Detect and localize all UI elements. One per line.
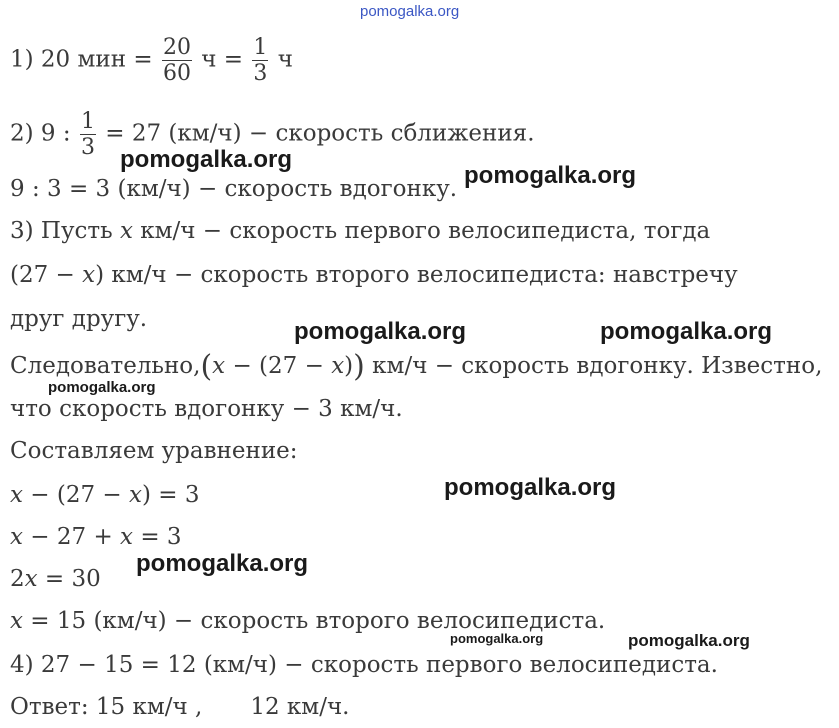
step-4-line: 4) 27 − 15 = 12 (км/ч) − скорость первого велосипедиста. [10,652,718,678]
watermark-top: pomogalka.org [360,3,460,20]
step-1-mid: ч = [201,46,244,73]
watermark: pomogalka.org [136,550,309,577]
step-2-suffix: = 27 (км/ч) − скорость сближения. [105,120,535,147]
step-2-prefix: 2) 9 : [10,120,71,147]
step-1-prefix: 1) 20 мин = [10,46,153,73]
watermark: pomogalka.org [294,318,467,345]
step-3-line-4 [10,349,823,384]
step-3-line-5: что скорость вдогонку − 3 км/ч. [10,396,403,422]
answer-line [10,696,349,719]
equation-1-mid: − (27 − [22,482,130,508]
inner-paren-close: ) [344,353,354,379]
equation-2 [10,526,182,549]
watermark: pomogalka.org [48,379,156,396]
variable-x: x [331,353,345,379]
answer-label: Ответ: 15 км/ч , [10,694,203,720]
big-paren-close: ) [353,349,365,384]
step-3-line-1 [10,220,710,243]
step-3-line-2-a: (27 − [10,262,75,288]
variable-x: x [10,482,23,508]
equation-2-mid: − 27 + [22,524,121,550]
watermark: pomogalka.org [450,631,544,646]
watermark: pomogalka.org [120,146,293,173]
equation-1 [10,484,200,507]
step-3-line-4-mid: − (27 − [225,353,332,379]
equation-2-end: = 3 [133,524,182,550]
step-3-line-2 [10,264,738,287]
variable-x: x [129,482,142,508]
step-1-line [10,36,293,85]
step-3-line-4-b: км/ч − скорость вдогонку. Известно, [364,353,823,379]
step-2b-line: 9 : 3 = 3 (км/ч) − скорость вдогонку. [10,176,458,202]
equation-3 [10,568,101,591]
variable-x: x [10,524,23,550]
variable-x: x [24,566,38,592]
equation-1-end: ) = 3 [142,482,200,508]
big-paren-open: ( [200,349,213,384]
answer-second: 12 км/ч. [250,694,350,720]
equation-4 [10,610,605,633]
fraction-numerator: 20 [162,35,191,60]
fraction-1-3-step2 [80,110,96,159]
watermark: pomogalka.org [600,318,773,345]
fraction-denominator: 3 [80,135,95,161]
equation-4-end: = 15 (км/ч) − скорость второго велосипедиста. [22,608,606,634]
watermark: pomogalka.org [628,631,750,650]
watermark: pomogalka.org [444,474,617,501]
fraction-numerator: 1 [253,35,268,60]
variable-x: x [119,218,133,244]
step-3-line-2-b: ) км/ч − скорость второго велосипедиста: навстречу [95,262,738,288]
step-3-line-4-a: Следовательно, [10,353,201,379]
variable-x: x [120,524,134,550]
fraction-denominator: 60 [162,61,191,87]
equation-intro: Составляем уравнение: [10,438,298,464]
fraction-1-3 [252,36,268,85]
step-3-line-3: друг другу. [10,306,148,332]
fraction-numerator: 1 [80,109,95,134]
step-1-unit: ч [277,46,293,73]
variable-x: x [212,353,226,379]
equation-3-coef: 2 [10,566,25,592]
step-3-suffix: км/ч − скорость первого велосипедиста, тогда [140,218,711,244]
variable-x: x [82,262,96,288]
variable-x: x [10,608,23,634]
fraction-denominator: 3 [253,61,268,87]
fraction-20-60 [162,36,192,85]
step-3-prefix: 3) Пусть [10,218,113,244]
equation-3-end: = 30 [37,566,101,592]
watermark: pomogalka.org [464,162,637,189]
